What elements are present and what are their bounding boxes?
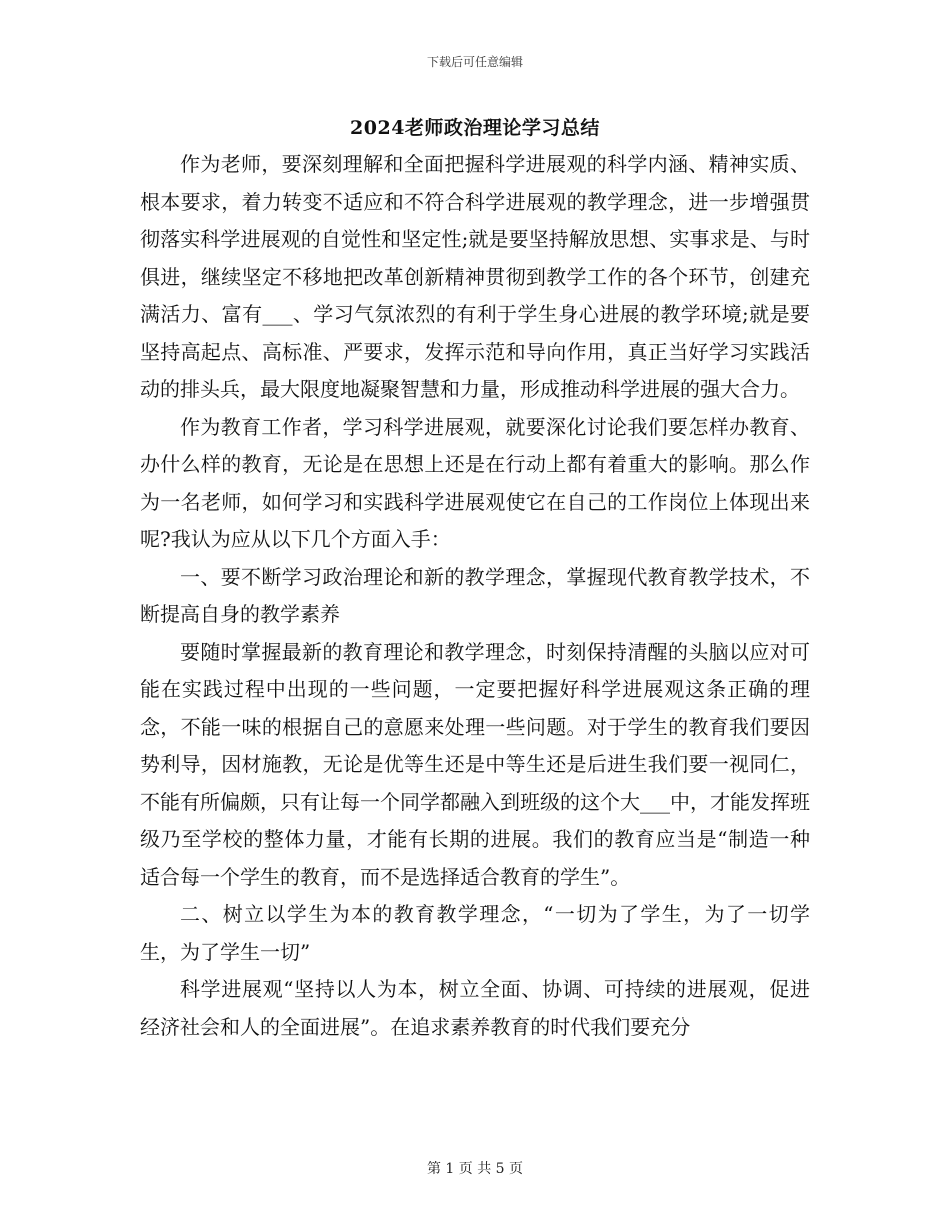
paragraph-2: 作为教育工作者，学习科学进展观，就要深化讨论我们要怎样办教育、办什么样的教育，无论是在思想上还是在行动上都有着重大的影响。那么作为一名老师，如何学习和实践科学进展观使它在自己的工作岗位上体现出来呢?我认为应从以下几个方面入手： [140,414,810,551]
document-body [140,146,810,1046]
paragraph-1: 作为老师，要深刻理解和全面把握科学进展观的科学内涵、精神实质、根本要求，着力转变不适应和不符合科学进展观的教学理念，进一步增强贯彻落实科学进展观的自觉性和坚定性;就是要坚持解放思想、实事求是、与时俱进，继续坚定不移地把改革创新精神贯彻到教学工作的各个环节，创建充满活力、富有___、学习气氛浓烈的有利于学生身心进展的教学环境;就是要坚持高起点、高标准、严要求，发挥示范和导向作用，真正当好学习实践活动的排头兵，最大限度地凝聚智慧和力量，形成推动科学进展的强大合力。 [140,152,810,401]
paragraph-3: 要随时掌握最新的教育理论和教学理念，时刻保持清醒的头脑以应对可能在实践过程中出现的一些问题，一定要把握好科学进展观这条正确的理念，不能一味的根据自己的意愿来处理一些问题。对于学生的教育我们要因势利导，因材施教，无论是优等生还是中等生还是后进生我们要一视同仁，不能有所偏颇，只有让每一个同学都融入到班级的这个大___中，才能发挥班级乃至学校的整体力量，才能有长期的进展。我们的教育应当是“制造一种适合每一个学生的教育，而不是选择适合教育的学生”。 [140,639,810,889]
header-note: 下载后可任意编辑 [426,55,523,69]
section-heading-2: 二、树立以学生为本的教育教学理念，“一切为了学生，为了一切学生，为了学生一切” [140,902,810,964]
page-number-footer: 第 1 页 共 5 页 [426,1161,524,1177]
document-title: 2024老师政治理论学习总结 [350,117,600,139]
paragraph-4: 科学进展观“坚持以人为本，树立全面、协调、可持续的进展观，促进经济社会和人的全面进展”。在追求素养教育的时代我们要充分 [140,977,810,1039]
section-heading-1: 一、要不断学习政治理论和新的教学理念，掌握现代教育教学技术，不断提高自身的教学素养 [140,564,810,626]
